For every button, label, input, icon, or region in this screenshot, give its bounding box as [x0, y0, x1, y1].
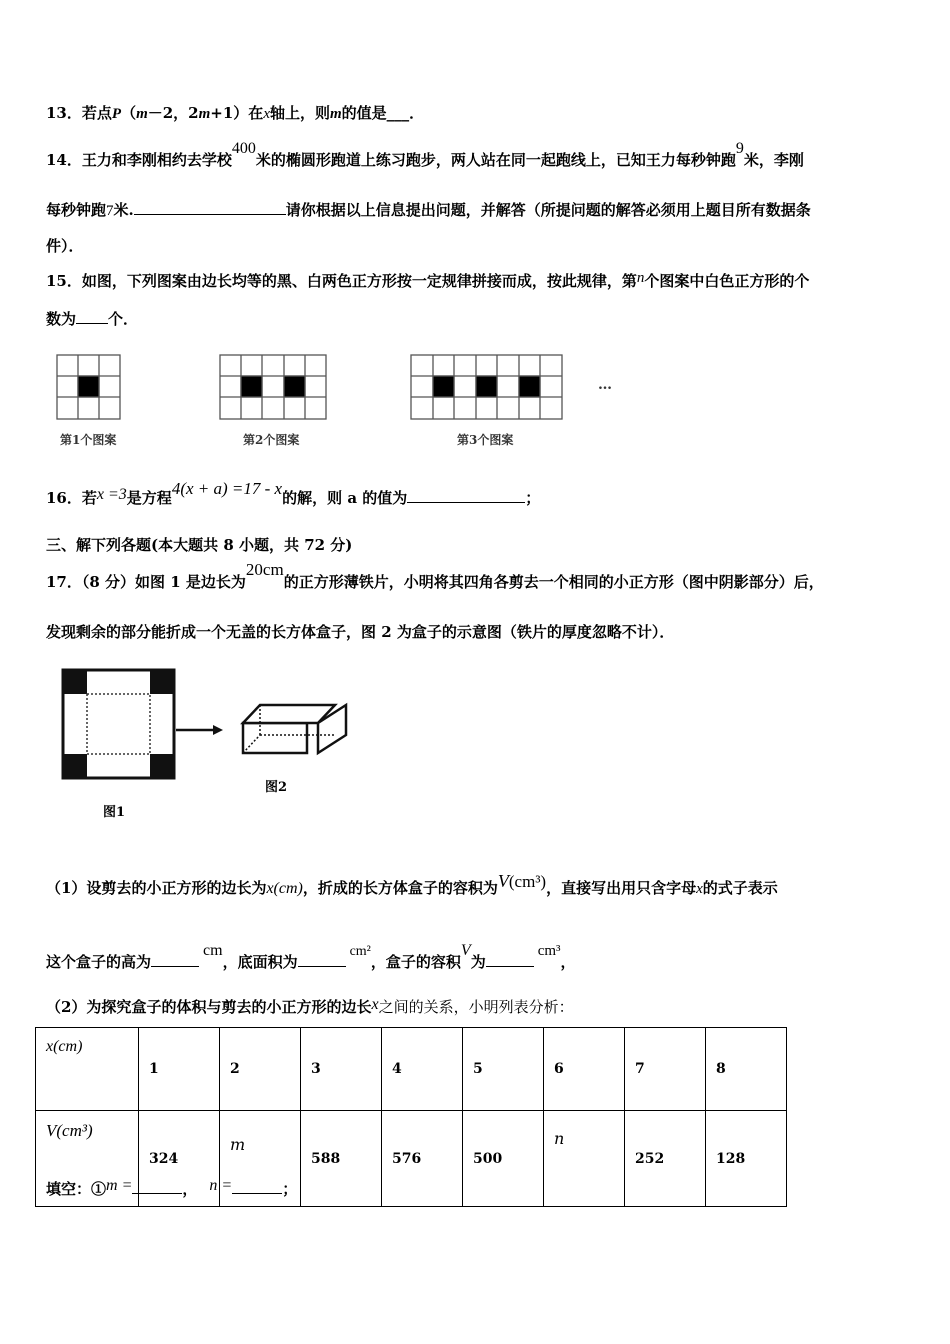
table-cell: 500: [463, 1111, 544, 1207]
caption-pattern-2: 第2个图案: [243, 433, 300, 447]
pattern-2: [220, 355, 326, 419]
question-17-part1-line2: 这个盒子的高为cm，底面积为cm²，盒子的容积V为cm³，: [46, 942, 576, 971]
answer-blank-volume[interactable]: [486, 952, 534, 967]
question-14-line1: 14．王力和李刚相约去学校400米的椭圆形跑道上练习跑步，两人站在同一起跑线上，已知王力每秒钟跑9米，李刚: [46, 140, 804, 169]
table-cell: 324: [139, 1111, 220, 1207]
pattern-1: [57, 355, 120, 419]
question-17-line1: 17．（8 分）如图 1 是边长为20cm的正方形薄铁片，小明将其四角各剪去一个相同的小正方形（图中阴影部分）后，: [46, 560, 824, 591]
question-17-part1-line1: （1）设剪去的小正方形的边长为x(cm)，折成的长方体盒子的容积为V(cm³)，直接写出用只含字母x的式子表示: [46, 871, 778, 897]
figure-1: [63, 670, 174, 778]
table-row-x: [36, 1028, 787, 1111]
table-cell: 252: [625, 1111, 706, 1207]
table-cell: 7: [625, 1028, 706, 1111]
table-cell: n: [544, 1111, 625, 1207]
table-cell: 5: [463, 1028, 544, 1111]
question-14-line2: 每秒钟跑7米. 请你根据以上信息提出问题，并解答（所提问题的解答必须用上题目所有数据条: [46, 201, 811, 219]
ellipsis: …: [598, 377, 612, 393]
table-header-x: x(cm): [36, 1028, 139, 1111]
figure-2: [243, 705, 346, 753]
answer-blank-16[interactable]: [407, 488, 525, 503]
question-17-part2: （2）为探究盒子的体积与剪去的小正方形的边长x之间的关系，小明列表分析：: [46, 996, 574, 1016]
question-15-line2: 数为 个．: [46, 310, 139, 328]
table-cell: 128: [706, 1111, 787, 1207]
table-cell: 4: [382, 1028, 463, 1111]
figure-1-and-2: [55, 665, 355, 785]
table-cell: 588: [301, 1111, 382, 1207]
answer-blank-height[interactable]: [151, 952, 199, 967]
caption-figure-1: 图1: [103, 805, 126, 820]
answer-blank-m[interactable]: [132, 1179, 182, 1194]
answer-blank-15[interactable]: [76, 309, 108, 324]
arrow: [176, 725, 223, 735]
question-16: 16．若x =3是方程4(x + a) =17 - x的解，则 a 的值为 ；: [46, 479, 541, 507]
table-cell: 1: [139, 1028, 220, 1111]
question-17-line2: 发现剩余的部分能折成一个无盖的长方体盒子，图 2 为盒子的示意图（铁片的厚度忽略不计）．: [46, 623, 675, 641]
pattern-figures: [50, 350, 630, 430]
table-cell: 6: [544, 1028, 625, 1111]
table-header-v: V(cm³): [36, 1111, 139, 1207]
section-3-heading: 三、解下列各题(本大题共 8 小题，共 72 分): [46, 536, 353, 554]
table-cell: 8: [706, 1028, 787, 1111]
table-cell: 3: [301, 1028, 382, 1111]
answer-blank-14[interactable]: [134, 200, 286, 215]
caption-pattern-1: 第1个图案: [60, 433, 117, 447]
table-cell: 2: [220, 1028, 301, 1111]
table-cell: 576: [382, 1111, 463, 1207]
pattern-3: [411, 355, 562, 419]
question-14-line3: 件）．: [46, 237, 84, 255]
caption-figure-2: 图2: [265, 780, 288, 795]
answer-blank-n[interactable]: [232, 1179, 282, 1194]
fill-in-line: 填空：①m = ， n = ；: [46, 1177, 298, 1198]
question-15-line1: 15．如图，下列图案由边长均等的黑、白两色正方形按一定规律拼接而成，按此规律，第n个图案中白色正方形的个: [46, 270, 810, 290]
question-13: 13．若点P（m－2，2m+1）在x轴上，则m的值是___．: [46, 104, 425, 122]
caption-pattern-3: 第3个图案: [457, 433, 514, 447]
answer-blank-base-area[interactable]: [298, 952, 346, 967]
table-cell: m: [220, 1111, 301, 1207]
